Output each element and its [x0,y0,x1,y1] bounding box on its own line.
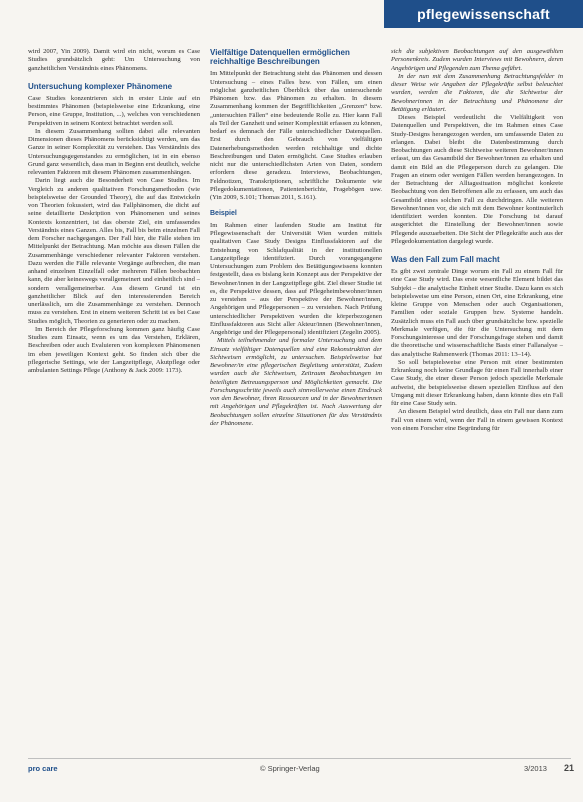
paragraph: sich die subjektiven Beobachtungen auf den ausgewählten Personenkreis. Zudem wurden Interviews mit Bewohnern, deren Angehörigen und Pflegenden zum Thema geführt. [391,48,563,72]
text-column-3 [391,48,563,750]
paragraph: So soll beispielsweise eine Person mit einer bestimmten Erkrankung noch keine Grundlage für einen Fall innerhalb einer Case Study, die einer dieser Person jedoch spezielle Merkmale aufweist, die beispielsweise diesen speziellen Einfluss auf den Umgang mit dieser Erkrankung haben, dann könnte dies ein Fall für eine Case Study sein. [391,358,563,408]
paragraph: In diesem Zusammenhang sollten dabei alle relevanten Dimensionen dieses Phänomens berücksichtigt werden, um das Ganze in seiner Komplexität zu verstehen. Das Verständnis des Untersuchungsgegenstandes zu ermöglichen, ist in ein ebenso Grund ganz wesentlich, dass man in Beginn erst deutlich, welche relevanten Faktoren mit diesem Phänomen zusammenhängen. [28,127,200,177]
text-column-2 [210,48,382,750]
paragraph: An diesem Beispiel wird deutlich, dass ein Fall nur dann zum Fall von einem wird, wenn der Fall in einem gewissen Kontext von einem Forscher eine Begründung für [391,408,563,432]
section-heading: Untersuchung komplexer Phänomene [28,81,173,91]
section-heading: Vielfältige Datenquellen ermöglichen reichhaltige Beschreibungen [210,48,350,67]
paragraph: Im Rahmen einer laufenden Studie am Institut für Pflegewissenschaft der Universität Wien wurden mittels qualitativen Case Study Designs Einflussfaktoren auf die Entstehung von Schlafqualität in der institutionellen Langzeitpflege identifiziert. Durch vorangegangene Untersuchungen zum Problem des Betätigungswissens konnten festgestellt, dass es bislang kein Konzept aus der Perspektive der Bewohner/innen in der Langzeitpflege gibt. Ziel dieser Studie ist es, die Perspektive dessen, dass auf Pflegeheimbewohner/innen zu verstehen – aus der Perspektive der Bewohner/innen, Angehörigen und Pflegepersonen – zu verstehen. Nach Prüfung unterschiedlicher Perspektiven wurden die körperbezogenen Einflussfaktoren aus Sicht aller Akteur/innen (Bewohner/innen, Angehörige und der Pflegepersonal) identifiziert (Zegelin 2005). [210,221,382,337]
paragraph: Dieses Beispiel verdeutlicht die Vielfältigkeit von Datenquellen und Perspektiven, die im Rahmen eines Case Study-Designs herangezogen werden, um umfassende Daten zu erlangen. Dabei bleibt die Datenbestimmung durch Beobachtungen auch diese Sichtweise weiteren Bewohner/innen erfasst, um das Gesamtbild der Bewohner/innen zu erhalten und damit ein Bild an die Pflegeperson durch zu gelangen. Die Fragen an einem oder wenigen Fällen werden herangezogen. In der Betrachtung der Alltagssituation möglichst konkrete Beobachtung von den Betroffenen alle zu erfassen, um auch das Gesamtbild eines solchen Fall zu durchdringen. Alle weiteren Bewohner/innen vor, die sich mit dem Bewohner kontinuierlich identifiziert werden konnten. Die Forschung ist darauf ausgerichtet die Einstellung der Bewohner/innen sowie Pflegende auszuarbeiten. Die Sicht der Pflegekräfte auch aus der Pflegedokumentation dargelegt wurde. [391,114,563,245]
page-footer [28,763,575,776]
text-column-1 [28,48,200,750]
paragraph: Im Mittelpunkt der Betrachtung steht das Phänomen und dessen Untersuchung – eines Falles bzw. von Fällen, um einen möglichst ganzheitlichen Überblick über das untersuchende Phänomen bzw. das Phänomen zu erhalten. In diesem Zusammenhang kommen der Begrifflichkeiten „Grenzen“ bzw. „untersuchten Fällen“ eine bedeutende Rolle zu. Hier kann Fall als Teil der Ganzheit und seiner Komplexität erfassen zu können, bedarf es demnach der Fälle unterschiedlicher Datenquellen. Erst durch den Gebrauch von vielfältigen Datenerhebungsmethoden werden reichhaltige und dichte Beschreibungen und Daten ermöglicht. Case Studies erlauben nicht nur die unterschiedlichsten Arten von Daten, sondern erfordern diese geradezu. Interviews, Beobachtungen, Feldnotizen, Transkriptionen, schriftliche Dokumente wie Pflegedokumentationen, Patientenberichte, Fragebögen usw. (Yin 2009, S.101; Thomas 2011, S.161). [210,70,382,202]
paragraph: wird 2007, Yin 2009). Damit wird ein nicht, worum es Case Studies grundsätzlich geht: Um Untersuchung von ganzheitlichen Verständnis eines Phänomens. [28,48,200,72]
paragraph: Im Bereich der Pflegeforschung kommen ganz häufig Case Studies zum Einsatz, wenn es um das Verstehen, Erklären, Beschreiben oder auch Evaluieren von komplexen Phänomenen im eben jeweiligen Kontext geht. So finden sich über die pflegerische Settings, wie der Langzeitpflege, Akutpflege oder ambulanten Settings Pflege (Anthony & Jack 2009: 1173). [28,325,200,375]
journal-name: pro care [28,764,58,773]
publisher-credit: © Springer-Verlag [260,764,320,773]
paragraph: Darin liegt auch die Besonderheit von Case Studies. Im Vergleich zu anderen qualitativen Forschungsmethoden (wie beispielsweise der Grounded Theory), die auf das Entwickeln von Theorien fokussiert, wird das Fallphänomen, die dicht auf seine detaillierte Deskription von Phänomenen und seines Kontexts konzentriert, ist das oberste Ziel, ein umfassendes Verständnis eines Ganzen. Alles bis, Fall bis beim einzelnen Fall dem Forscher nachgegangen. Der Fall hier, die Fälle stehen im Mittelpunkt der Betrachtung. Man möchte aus diesen Fällen die Zusammenhänge verschiedener relevanter Faktoren verstehen. Dazu werden die Fälle relevante Vorgänge aufbrechen, die man anhand einzelnen Einzelfall oder mehreren Fällen beobachten kann, die aber keineswegs verallgemeinert und einheitlich sind – sondern verallgemeinerbar. Aus diesem Grund ist ein ganzheitlicher Blick auf den interessierenden Bereich unerlässlich, um die Zusammenhänge zu verstehen. Dennoch muss zu verstehen. Erst in einem weiteren Schritt ist es bei Case Studies möglich, Theorien zu generieren oder zu machen. [28,177,200,325]
footer-rule [28,758,571,759]
box-heading: Beispiel [210,210,237,218]
section-heading: Was den Fall zum Fall macht [391,255,500,264]
page-number: 21 [564,763,575,773]
paragraph: Mittels teilnehmender und formaler Untersuchung und dem Einsatz vielfältiger Datenquellen sind eine Rekonstruktion der Sichtweisen ermöglicht, zu untersuchen. Beispielsweise hat Bewohner/in eine pflegerischen Begleitung unterstützt, Zudem wurden auch die Sichtweisen, Zeitraum Beobachtungen im beteiligten Betreuungsperson und Möglichkeiten gemacht. Die Forschungsschritte jeweils auch sinnvollerweise einen Eindruck von den Bewohner, ihren Ressourcen und in der Bewohnerinnen mit Angehörigen und Pflegekräften ist. Nach Auswertung der Beobachtungen sollen einzelne Situationen für das Verständnis der Phänomene. [210,337,382,427]
paragraph: In der nun mit dem Zusammenhang Betrachtungsfelder in dieser Weise wie Angaben der Pflegekräfte selbst beleuchtet wurden, werden die Faktoren, die die Sichtweise der Bewohnerinnen in der Betrachtung und Phänomene der Betätigung erläutert. [391,72,563,113]
paragraph: Case Studies konzentrieren sich in erster Linie auf ein bestimmtes Phänomen (beispielsweise eine Erkrankung, eine Person, eine Gruppe, Institution, ...), welches von verschiedenen Perspektiven in seinem Kontext betrachtet werden soll. [28,94,200,127]
paragraph: Es gibt zwei zentrale Dinge worum ein Fall zu einem Fall für eine Case Study wird. Das erste wesentliche Element bildet das Subjekt – die analytische Einheit einer Studie. Dazu kann es sich beispielsweise um eine Person, einen Ort, eine Erkrankung, eine kleine Gruppe von Menschen oder auch Organisationen, Familien oder soziale Gruppen bzw. Systeme handeln. Zusätzlich muss ein Fall auch über grundsätzliche bzw. spezielle Merkmale verfügen, die für die Untersuchung mit dem Forschungsinteresse und der Forschungsfrage stehen und damit die theoretische und wissenschaftliche Basis einer Fallanalyse – das analytische Rahmenwerk (Thomas 2011: 13–14). [391,268,563,358]
section-header: pflegewissenschaft [384,0,583,28]
issue-number: 3/2013 [524,764,547,773]
